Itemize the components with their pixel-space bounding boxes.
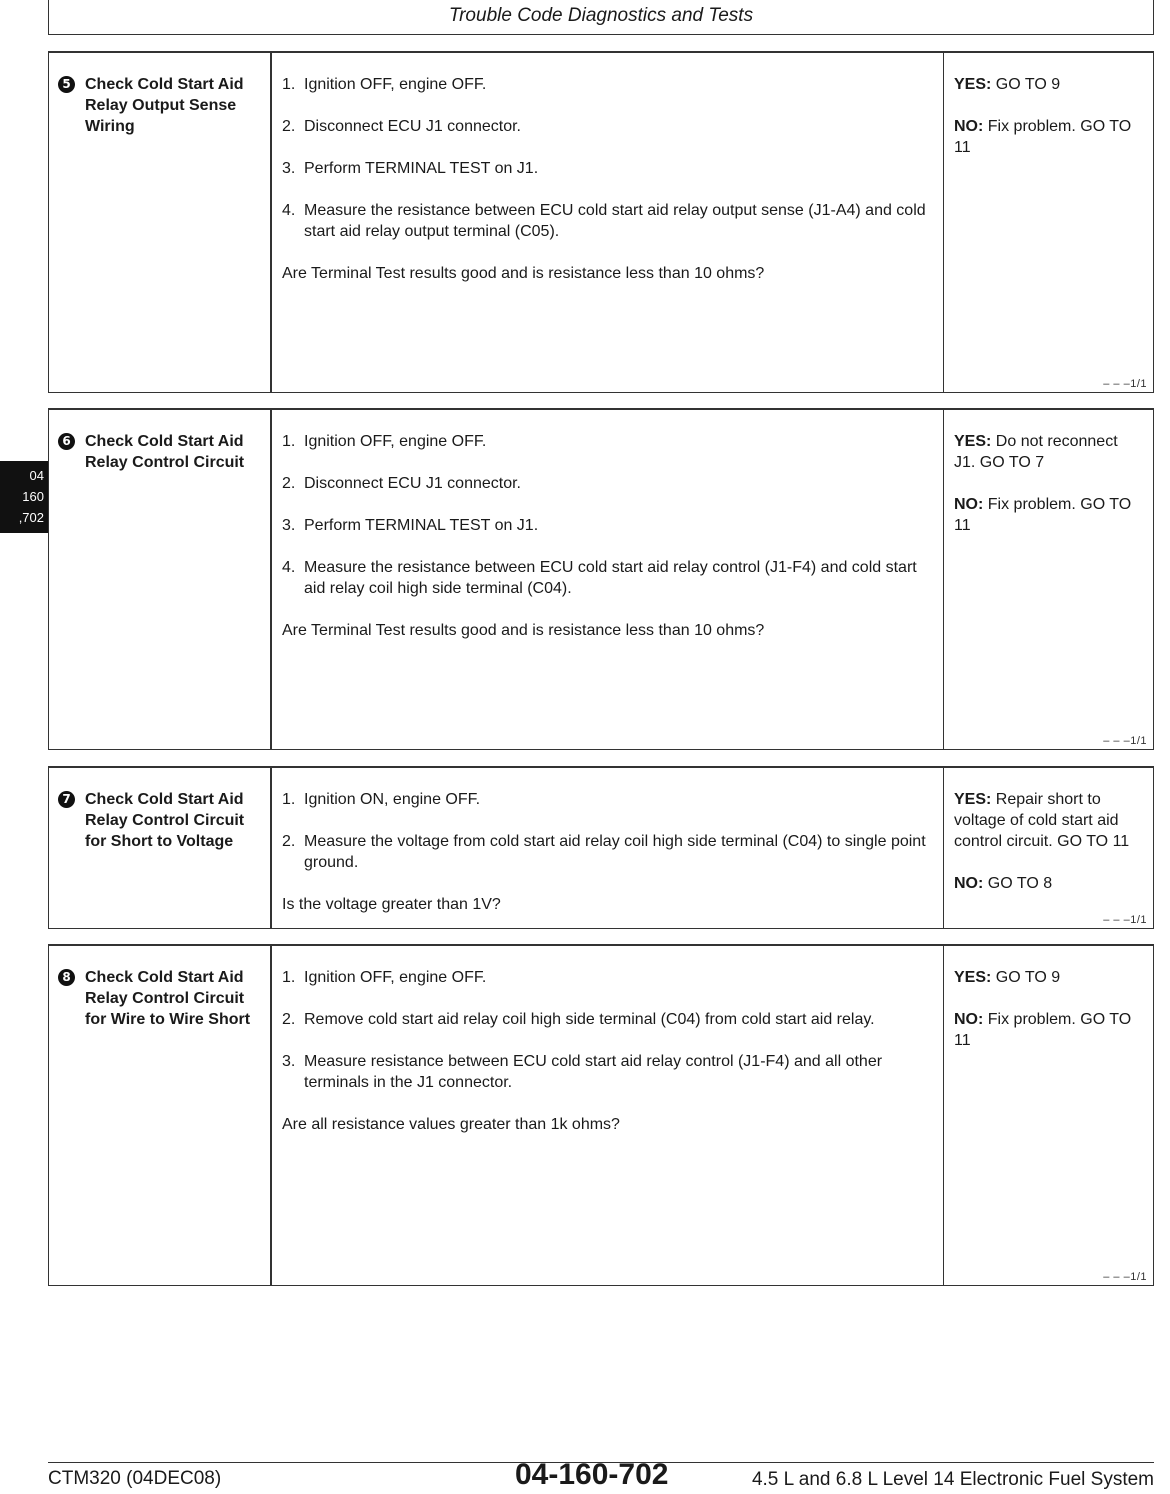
no-result: NO: Fix problem. GO TO 11 bbox=[954, 1011, 1132, 1049]
procedure-step: 2. Remove cold start aid relay coil high side terminal (C04) from cold start aid relay. bbox=[282, 1011, 875, 1028]
check-column bbox=[49, 946, 272, 1285]
side-tab-line: ,702 bbox=[18, 510, 44, 525]
procedure-step: 1. Ignition ON, engine OFF. bbox=[282, 791, 481, 808]
procedure-step: 3. Perform TERMINAL TEST on J1. bbox=[282, 160, 539, 177]
procedure-step: 2. Disconnect ECU J1 connector. bbox=[282, 475, 521, 492]
side-tab-line: 160 bbox=[22, 489, 44, 504]
procedure-step: 4. Measure the resistance between ECU cold start aid relay output sense (J1-A4) and cold start aid relay output terminal (C05). bbox=[282, 202, 926, 240]
procedure-column bbox=[272, 946, 944, 1285]
page-header bbox=[48, 0, 1154, 35]
section-side-tab bbox=[0, 461, 48, 533]
step-number-badge: 7 bbox=[58, 791, 75, 808]
procedure-question: Are all resistance values greater than 1k ohms? bbox=[282, 1116, 620, 1133]
result-column bbox=[944, 53, 1153, 392]
no-result: NO: Fix problem. GO TO 11 bbox=[954, 118, 1132, 156]
procedure-steps bbox=[272, 946, 943, 1093]
end-marker: – – –1/1 bbox=[1103, 914, 1147, 926]
end-marker: – – –1/1 bbox=[1103, 735, 1147, 747]
check-title: Check Cold Start Aid Relay Control Circuit for Short to Voltage bbox=[85, 791, 245, 850]
procedure-column bbox=[272, 768, 944, 928]
no-result: NO: Fix problem. GO TO 11 bbox=[954, 496, 1132, 534]
yes-result: YES: GO TO 9 bbox=[954, 969, 1061, 986]
procedure-step: 2. Disconnect ECU J1 connector. bbox=[282, 118, 521, 135]
procedure-question: Is the voltage greater than 1V? bbox=[282, 896, 501, 913]
footer-title: 4.5 L and 6.8 L Level 14 Electronic Fuel System bbox=[751, 1469, 1154, 1490]
procedure-step: 1. Ignition OFF, engine OFF. bbox=[282, 433, 487, 450]
check-title: Check Cold Start Aid Relay Control Circuit bbox=[85, 433, 245, 471]
procedure-steps bbox=[272, 53, 943, 242]
procedure-step: 1. Ignition OFF, engine OFF. bbox=[282, 76, 487, 93]
end-marker: – – –1/1 bbox=[1103, 1271, 1147, 1283]
procedure-column bbox=[272, 53, 944, 392]
yes-result: YES: GO TO 9 bbox=[954, 76, 1061, 93]
procedure-steps bbox=[272, 410, 943, 599]
procedure-step: 1. Ignition OFF, engine OFF. bbox=[282, 969, 487, 986]
procedure-question: Are Terminal Test results good and is resistance less than 10 ohms? bbox=[282, 265, 765, 282]
step-number-badge: 6 bbox=[58, 433, 75, 450]
check-title: Check Cold Start Aid Relay Output Sense Wiring bbox=[85, 76, 244, 135]
procedure-question: Are Terminal Test results good and is resistance less than 10 ohms? bbox=[282, 622, 765, 639]
procedure-step: 3. Measure resistance between ECU cold start aid relay control (J1-F4) and all other terminals in the J1 connector. bbox=[282, 1053, 883, 1091]
result-column bbox=[944, 410, 1153, 749]
no-result: NO: GO TO 8 bbox=[954, 875, 1053, 892]
procedure-column bbox=[272, 410, 944, 749]
check-column bbox=[49, 53, 272, 392]
yes-result: YES: Repair short to voltage of cold start aid control circuit. GO TO 11 bbox=[954, 791, 1130, 850]
procedure-steps bbox=[272, 768, 943, 873]
yes-result: YES: Do not reconnect J1. GO TO 7 bbox=[954, 433, 1118, 471]
step-number-badge: 5 bbox=[58, 76, 75, 93]
procedure-step: 2. Measure the voltage from cold start aid relay coil high side terminal (C04) to single point ground. bbox=[282, 833, 926, 871]
step-number-badge: 8 bbox=[58, 969, 75, 986]
page-header-title: Trouble Code Diagnostics and Tests bbox=[448, 5, 754, 26]
test-section-7 bbox=[48, 766, 1154, 929]
footer-doc-id: CTM320 (04DEC08) bbox=[48, 1468, 222, 1489]
check-column bbox=[49, 410, 272, 749]
test-section-6 bbox=[48, 408, 1154, 750]
footer-page-number: 04-160-702 bbox=[515, 1458, 669, 1491]
result-column bbox=[944, 768, 1153, 928]
test-section-8 bbox=[48, 944, 1154, 1286]
page-footer bbox=[48, 1458, 1154, 1494]
side-tab-line: 04 bbox=[29, 468, 44, 483]
test-section-5 bbox=[48, 51, 1154, 393]
check-title: Check Cold Start Aid Relay Control Circuit for Wire to Wire Short bbox=[85, 969, 251, 1028]
procedure-step: 4. Measure the resistance between ECU cold start aid relay control (J1-F4) and cold start aid relay coil high side terminal (C04). bbox=[282, 559, 917, 597]
end-marker: – – –1/1 bbox=[1103, 378, 1147, 390]
procedure-step: 3. Perform TERMINAL TEST on J1. bbox=[282, 517, 539, 534]
check-column bbox=[49, 768, 272, 928]
result-column bbox=[944, 946, 1153, 1285]
